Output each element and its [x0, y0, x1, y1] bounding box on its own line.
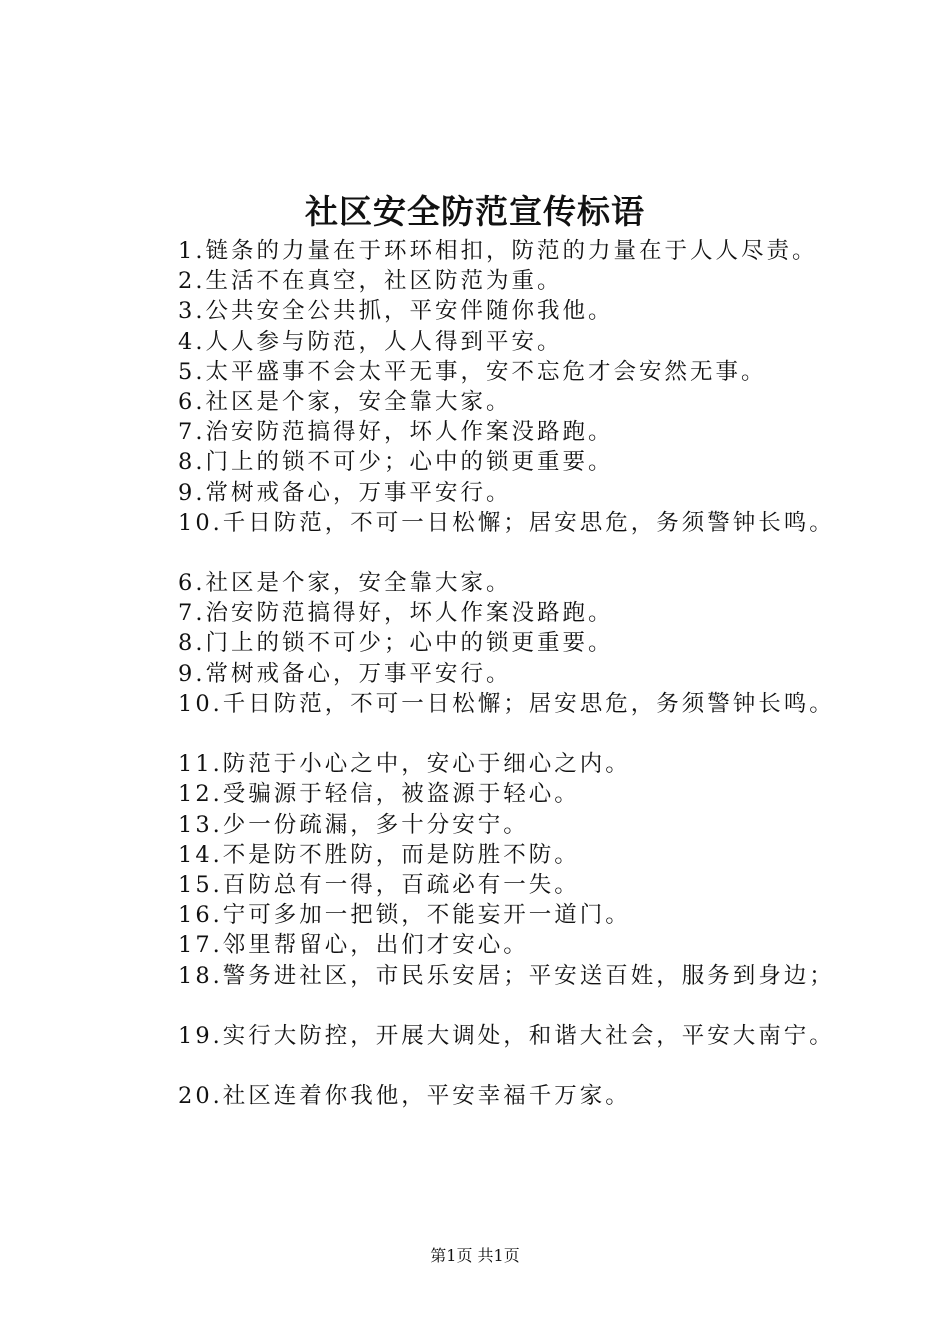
blank-line	[178, 538, 898, 568]
slogan-line: 5.太平盛事不会太平无事，安不忘危才会安然无事。	[178, 358, 767, 385]
slogan-list	[178, 236, 898, 1111]
slogan-line: 9.常树戒备心，万事平安行。	[178, 660, 512, 687]
slogan-line: 10.千日防范，不可一日松懈；居安思危，务须警钟长鸣。	[178, 509, 835, 536]
slogan-line: 15.百防总有一得，百疏必有一失。	[178, 871, 580, 898]
slogan-line: 10.千日防范，不可一日松懈；居安思危，务须警钟长鸣。	[178, 690, 835, 717]
slogan-line: 20.社区连着你我他，平安幸福千万家。	[178, 1083, 631, 1110]
blank-line	[178, 1051, 898, 1081]
slogan-line: 3.公共安全公共抓，平安伴随你我他。	[178, 298, 614, 325]
slogan-line: 6.社区是个家，安全靠大家。	[178, 570, 512, 597]
slogan-line: 6.社区是个家，安全靠大家。	[178, 388, 512, 415]
page-footer: 第1页 共1页	[430, 1246, 520, 1265]
slogan-line: 1.链条的力量在于环环相扣，防范的力量在于人人尽责。	[178, 238, 818, 264]
slogan-line: 11.防范于小心之中，安心于细心之内。	[178, 751, 631, 778]
slogan-line: 18.警务进社区，市民乐安居；平安送百姓，服务到身边；	[178, 962, 835, 989]
slogan-line: 16.宁可多加一把锁，不能妄开一道门。	[178, 902, 631, 929]
slogan-line: 2.生活不在真空，社区防范为重。	[178, 268, 563, 295]
slogan-line: 9.常树戒备心，万事平安行。	[178, 479, 512, 506]
slogan-line: 7.治安防范搞得好，坏人作案没路跑。	[178, 600, 614, 627]
blank-line	[178, 719, 898, 749]
slogan-line: 12.受骗源于轻信，被盗源于轻心。	[178, 781, 580, 808]
slogan-line: 14.不是防不胜防，而是防胜不防。	[178, 841, 580, 868]
slogan-line: 8.门上的锁不可少；心中的锁更重要。	[178, 449, 614, 476]
blank-line	[178, 991, 898, 1021]
slogan-line: 8.门上的锁不可少；心中的锁更重要。	[178, 630, 614, 657]
slogan-line: 7.治安防范搞得好，坏人作案没路跑。	[178, 419, 614, 446]
document-title: 社区安全防范宣传标语	[305, 192, 645, 231]
slogan-line: 4.人人参与防范，人人得到平安。	[178, 328, 563, 355]
slogan-line: 13.少一份疏漏，多十分安宁。	[178, 811, 529, 838]
slogan-line: 19.实行大防控，开展大调处，和谐大社会，平安大南宁。	[178, 1022, 835, 1049]
slogan-line: 17.邻里帮留心，出们才安心。	[178, 932, 529, 959]
